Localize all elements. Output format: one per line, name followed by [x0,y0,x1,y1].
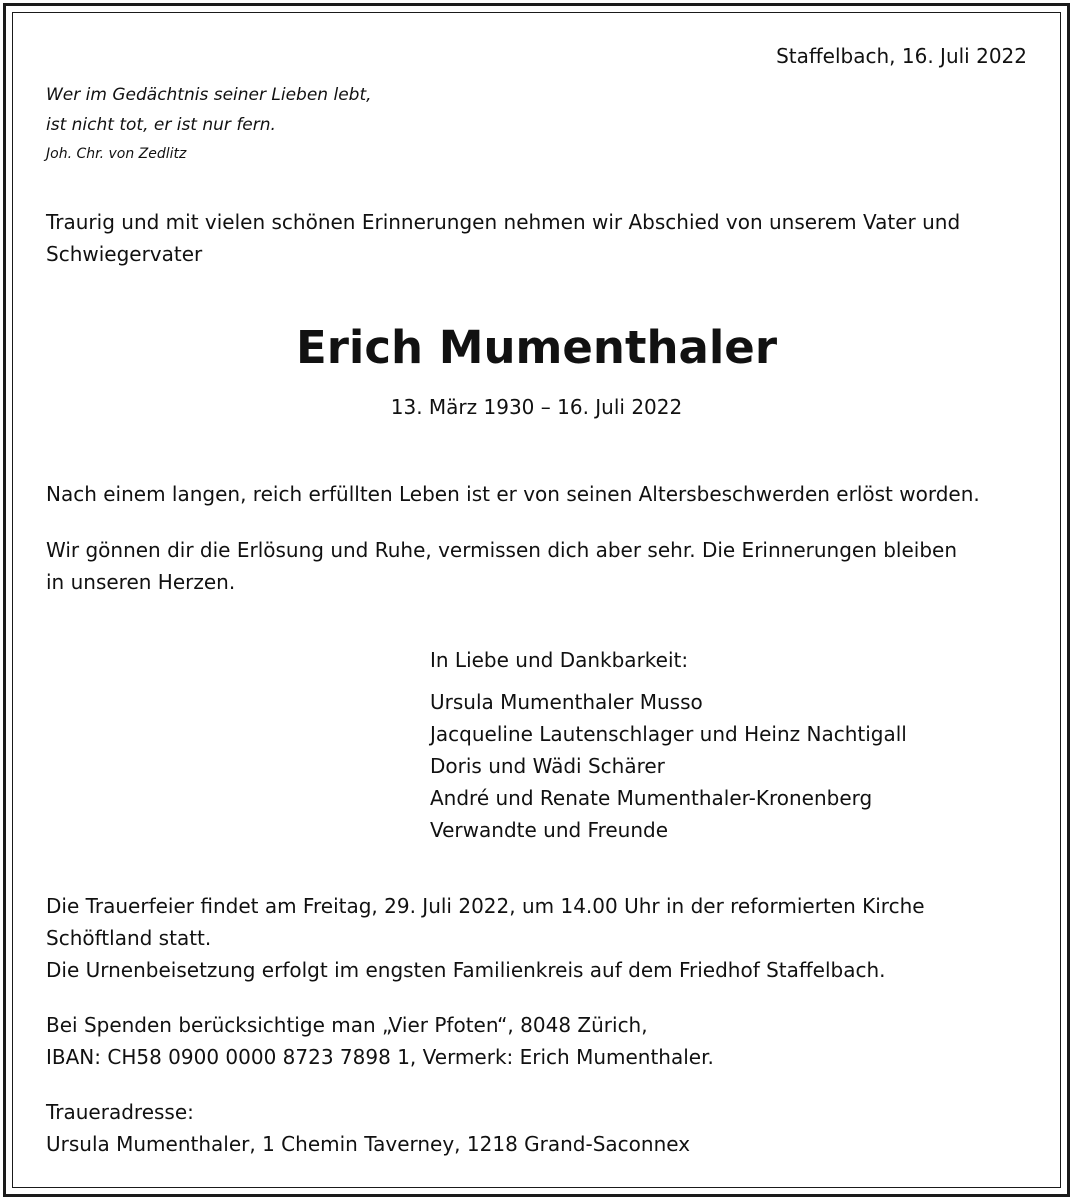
wish-line: Wir gönnen dir die Erlösung und Ruhe, vermissen dich aber sehr. Die Erinnerungen bleiben [46,538,958,562]
place-date: Staffelbach, 16. Juli 2022 [776,44,1027,68]
intro-line: Schwiegervater [46,242,203,266]
intro-paragraph [46,206,960,270]
deceased-name: Erich Mumenthaler [295,321,778,374]
donation-line: IBAN: CH58 0900 0000 8723 7898 1, Vermerk: Erich Mumenthaler. [46,1045,714,1069]
quote-line: Wer im Gedächtnis seiner Lieben lebt, [46,85,372,105]
mourner-item: Verwandte und Freunde [430,818,669,842]
wish-paragraph [46,534,957,598]
intro-line: Traurig und mit vielen schönen Erinnerungen nehmen wir Abschied von unserem Vater und [46,210,961,234]
mourner-item: André und Renate Mumenthaler-Kronenberg [430,786,873,810]
quote-author: Joh. Chr. von Zedlitz [46,146,187,162]
life-paragraph: Nach einem langen, reich erfüllten Leben ist er von seinen Altersbeschwerden erlöst worden. [46,482,980,506]
wish-line: in unseren Herzen. [46,570,236,594]
funeral-line: Die Urnenbeisetzung erfolgt im engsten Familienkreis auf dem Friedhof Staffelbach. [46,958,886,982]
mourning-address: Ursula Mumenthaler, 1 Chemin Taverney, 1218 Grand-Saconnex [46,1132,691,1156]
funeral-paragraph [46,890,925,986]
quote-line: ist nicht tot, er ist nur fern. [46,115,276,135]
mourner-item: Ursula Mumenthaler Musso [430,690,703,714]
donation-line: Bei Spenden berücksichtige man „Vier Pfoten“, 8048 Zürich, [46,1013,648,1037]
funeral-line: Die Trauerfeier findet am Freitag, 29. Juli 2022, um 14.00 Uhr in der reformierten Kirche [46,894,925,918]
mourner-item: Doris und Wädi Schärer [430,754,665,778]
signoff: In Liebe und Dankbarkeit: [430,648,689,672]
lifespan: 13. März 1930 – 16. Juli 2022 [390,395,683,419]
funeral-line: Schöftland statt. [46,926,212,950]
mourner-item: Jacqueline Lautenschlager und Heinz Nachtigall [430,722,907,746]
donation-paragraph [46,1009,714,1073]
mourning-address-label: Traueradresse: [46,1100,194,1124]
mourners-list [430,686,907,846]
quote [46,80,372,140]
